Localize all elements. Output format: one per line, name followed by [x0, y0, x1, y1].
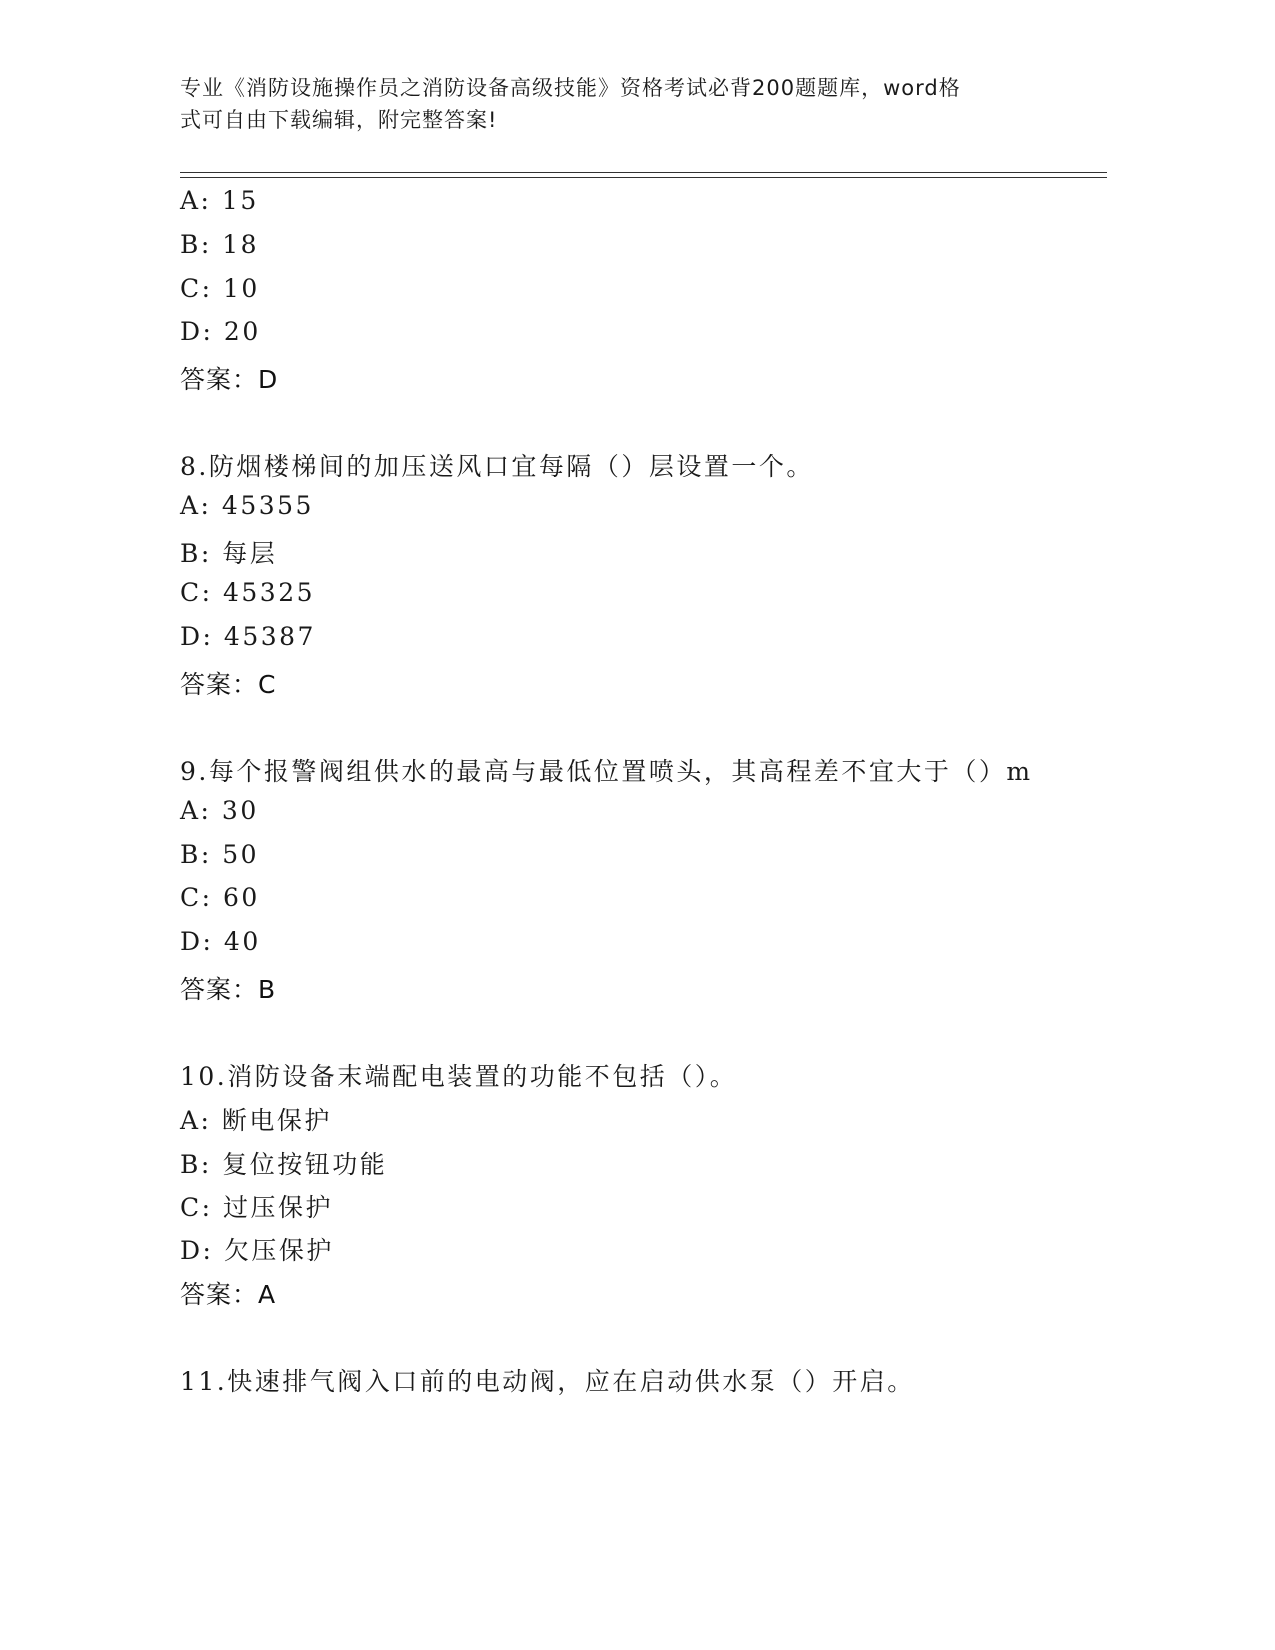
q10-option-d: D: 欠压保护: [180, 1236, 334, 1265]
q8-option-d: D: 45387: [180, 622, 316, 651]
q7-option-c: C: 10: [180, 274, 260, 303]
q8-answer: 答案：C: [180, 670, 277, 699]
q8-option-b: B: 每层: [180, 539, 278, 568]
document-header: [180, 72, 1040, 136]
q7-option-a: A: 15: [180, 186, 259, 215]
q10-option-c: C: 过压保护: [180, 1193, 333, 1222]
q9-option-c: C: 60: [180, 883, 260, 912]
q8-option-a: A: 45355: [180, 491, 314, 520]
q10-answer: 答案：A: [180, 1280, 277, 1309]
q9-question: 9.每个报警阀组供水的最高与最低位置喷头，其高程差不宜大于（）m: [180, 757, 1033, 786]
q10-option-a: A: 断电保护: [180, 1106, 332, 1135]
q7-option-b: B: 18: [180, 230, 260, 259]
q7-answer: 答案：D: [180, 365, 279, 394]
header-line-1: 专业《消防设施操作员之消防设备高级技能》资格考试必背200题题库，word格: [180, 76, 961, 100]
q10-option-b: B: 复位按钮功能: [180, 1150, 388, 1179]
q10-question: 10.消防设备末端配电装置的功能不包括（）。: [180, 1062, 738, 1091]
q8-option-c: C: 45325: [180, 578, 316, 607]
q9-answer: 答案：B: [180, 975, 277, 1004]
header-divider-bottom: [180, 177, 1107, 178]
q8-question: 8.防烟楼梯间的加压送风口宜每隔（）层设置一个。: [180, 452, 814, 481]
q9-option-d: D: 40: [180, 927, 261, 956]
q9-option-a: A: 30: [180, 796, 259, 825]
q11-question: 11.快速排气阀入口前的电动阀，应在启动供水泵（）开启。: [180, 1367, 915, 1396]
q7-option-d: D: 20: [180, 317, 261, 346]
header-divider-top: [180, 172, 1107, 173]
header-line-2: 式可自由下载编辑，附完整答案!: [180, 108, 498, 132]
q9-option-b: B: 50: [180, 840, 260, 869]
